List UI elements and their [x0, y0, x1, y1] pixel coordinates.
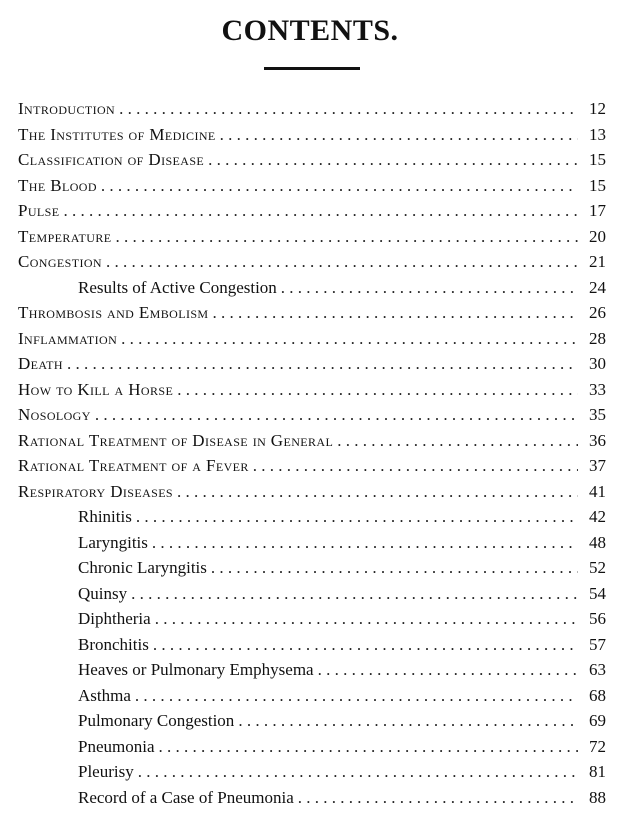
toc-entry-page-number: 33	[589, 379, 606, 399]
toc-entry-page-number: 17	[589, 201, 606, 220]
toc-entry-title: Rhinitis	[78, 507, 132, 526]
toc-entry[interactable]	[18, 456, 606, 482]
dot-leader	[101, 176, 578, 196]
dot-leader	[337, 431, 578, 451]
toc-entry-page-number: 56	[589, 609, 606, 628]
toc-entry[interactable]	[18, 278, 606, 304]
toc-entry-page-number: 24	[589, 277, 606, 297]
toc-entry-title: Pneumonia	[78, 736, 155, 756]
toc-entry[interactable]	[18, 558, 606, 584]
toc-entry-title: Laryngitis	[78, 532, 148, 552]
toc-entry-title: The Institutes of Medicine	[18, 124, 216, 144]
toc-entry[interactable]	[18, 533, 606, 559]
toc-entry[interactable]	[18, 762, 606, 788]
toc-entry-page-number: 30	[589, 354, 606, 373]
toc-entry-page-number: 21	[589, 252, 606, 271]
toc-entry[interactable]	[18, 609, 606, 635]
toc-entry-title: Rational Treatment of Disease in General	[18, 430, 334, 450]
dot-leader	[281, 278, 578, 298]
toc-entry-title: Bronchitis	[78, 634, 149, 654]
toc-entry-page-number: 88	[589, 787, 606, 807]
toc-entry[interactable]	[18, 482, 606, 508]
toc-entry[interactable]	[18, 507, 606, 533]
dot-leader	[177, 380, 578, 400]
toc-entry[interactable]	[18, 686, 606, 712]
dot-leader	[220, 125, 578, 145]
toc-entry[interactable]	[18, 176, 606, 202]
toc-entry-title: Pulse	[18, 201, 60, 220]
toc-entry-title: Introduction	[18, 99, 116, 118]
dot-leader	[119, 99, 578, 119]
toc-entry-page-number: 15	[589, 150, 606, 169]
toc-entry-title: Pleurisy	[78, 762, 134, 781]
dot-leader	[131, 584, 578, 604]
toc-entry[interactable]	[18, 150, 606, 176]
toc-entry-page-number: 26	[589, 303, 606, 322]
toc-entry-title: How to Kill a Horse	[18, 379, 174, 399]
dot-leader	[63, 201, 578, 221]
toc-entry[interactable]	[18, 252, 606, 278]
toc-entry[interactable]	[18, 737, 606, 763]
toc-entry-title: Classification of Disease	[18, 150, 205, 169]
toc-entry[interactable]	[18, 711, 606, 737]
dot-leader	[298, 788, 578, 808]
toc-entry-title: Quinsy	[78, 583, 128, 603]
toc-entry-page-number: 36	[589, 430, 606, 450]
toc-entry-page-number: 54	[589, 583, 606, 603]
dot-leader	[135, 686, 578, 706]
dot-leader	[95, 405, 578, 425]
toc-entry-title: Temperature	[18, 226, 112, 246]
toc-entry-page-number: 57	[589, 634, 606, 654]
dot-leader	[211, 558, 578, 578]
toc-entry-page-number: 52	[589, 558, 606, 577]
toc-entry-page-number: 28	[589, 328, 606, 348]
toc-entry-page-number: 81	[589, 762, 606, 781]
toc-entry[interactable]	[18, 380, 606, 406]
toc-entry-page-number: 68	[589, 685, 606, 705]
toc-entry-title: Results of Active Congestion	[78, 277, 277, 297]
toc-entry-title: Respiratory Diseases	[18, 481, 174, 501]
dot-leader	[152, 533, 578, 553]
toc-entry[interactable]	[18, 788, 606, 814]
dot-leader	[155, 609, 578, 629]
toc-entry-page-number: 20	[589, 226, 606, 246]
toc-entry[interactable]	[18, 329, 606, 355]
toc-entry-title: The Blood	[18, 175, 97, 195]
dot-leader	[121, 329, 578, 349]
toc-entry-title: Death	[18, 354, 63, 373]
dot-leader	[136, 507, 578, 527]
toc-entry[interactable]	[18, 431, 606, 457]
toc-entry[interactable]	[18, 125, 606, 151]
toc-entry-title: Record of a Case of Pneumonia	[78, 787, 294, 807]
toc-entry-title: Heaves or Pulmonary Emphysema	[78, 660, 314, 679]
dot-leader	[138, 762, 578, 782]
toc-entry-page-number: 42	[589, 507, 606, 526]
dot-leader	[177, 482, 578, 502]
toc-entry-page-number: 41	[589, 481, 606, 501]
dot-leader	[67, 354, 578, 374]
toc-entry-page-number: 15	[589, 175, 606, 195]
toc-entry[interactable]	[18, 303, 606, 329]
toc-entry-page-number: 72	[589, 736, 606, 756]
table-of-contents	[18, 99, 606, 813]
toc-entry-title: Thrombosis and Embolism	[18, 303, 209, 322]
toc-entry-title: Congestion	[18, 252, 102, 271]
toc-entry-title: Pulmonary Congestion	[78, 711, 235, 730]
dot-leader	[253, 456, 578, 476]
toc-entry-title: Rational Treatment of a Fever	[18, 456, 249, 475]
toc-entry-page-number: 37	[589, 456, 606, 475]
toc-entry-title: Inflammation	[18, 328, 118, 348]
toc-entry-page-number: 63	[589, 660, 606, 679]
toc-entry-page-number: 69	[589, 711, 606, 730]
toc-entry[interactable]	[18, 635, 606, 661]
toc-entry[interactable]	[18, 227, 606, 253]
toc-entry[interactable]	[18, 354, 606, 380]
toc-entry[interactable]	[18, 201, 606, 227]
toc-entry-page-number: 12	[589, 99, 606, 118]
dot-leader	[115, 227, 578, 247]
toc-entry-page-number: 35	[589, 405, 606, 424]
toc-entry[interactable]	[18, 584, 606, 610]
dot-leader	[238, 711, 578, 731]
toc-entry[interactable]	[18, 660, 606, 686]
toc-entry-page-number: 13	[589, 124, 606, 144]
toc-entry-title: Diphtheria	[78, 609, 151, 628]
toc-entry-page-number: 48	[589, 532, 606, 552]
dot-leader	[208, 150, 578, 170]
dot-leader	[159, 737, 579, 757]
dot-leader	[213, 303, 579, 323]
toc-entry-title: Asthma	[78, 685, 131, 705]
toc-entry[interactable]	[18, 405, 606, 431]
dot-leader	[153, 635, 578, 655]
toc-entry-title: Chronic Laryngitis	[78, 558, 207, 577]
toc-entry[interactable]	[18, 99, 606, 125]
dot-leader	[318, 660, 578, 680]
title-divider	[264, 67, 360, 70]
dot-leader	[106, 252, 578, 272]
toc-entry-title: Nosology	[18, 405, 91, 424]
page-title: CONTENTS.	[221, 14, 399, 47]
